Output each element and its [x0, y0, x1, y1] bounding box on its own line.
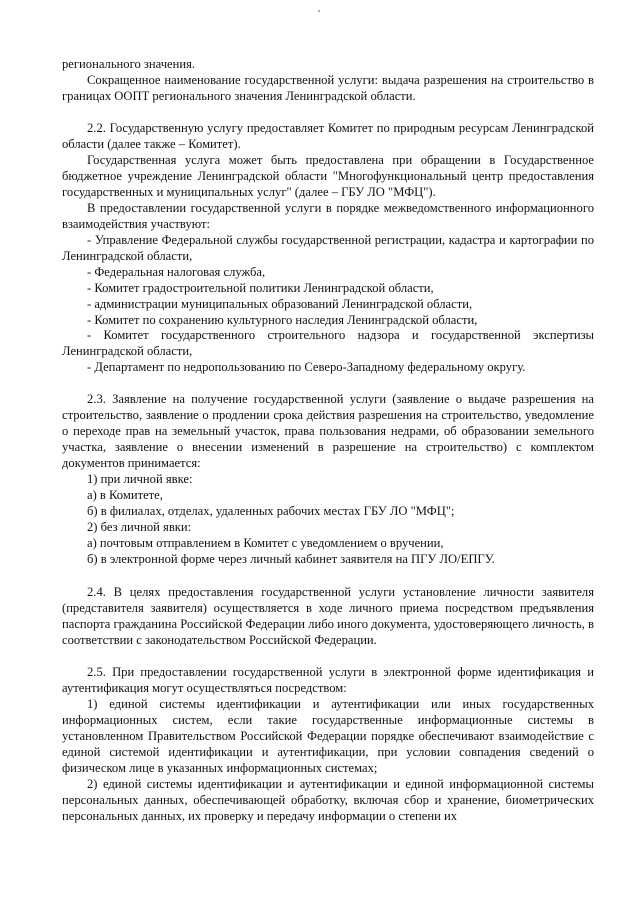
esia-paragraph: 1) единой системы идентификации и аутентификации или иных государственных информационных систем, если такие государственные информационные системы в установленном Правительством Российской Федерации порядке обеспечивают взаимодействие с единой системой идентификации и аутентификации, при условии совпадения сведений о физическом лице в указанных информационных системах;: [62, 697, 594, 775]
list-item: - Департамент по недропользованию по Северо-Западному федеральному округу.: [87, 360, 526, 375]
participants-list: [62, 233, 594, 376]
short-name-paragraph: Сокращенное наименование государственной услуги: выдача разрешения на строительство в границах ООПТ регионального значения Ленинградской области.: [62, 73, 594, 103]
list-item: - Управление Федеральной службы государственной регистрации, кадастра и картографии по Ленинградской области,: [62, 233, 594, 263]
continuation-line: регионального значения.: [62, 57, 196, 71]
list-item: а) в Комитете,: [87, 487, 163, 502]
section-2-4-paragraph: 2.4. В целях предоставления государственной услуги установление личности заявителя (представителя заявителя) осуществляется в ходе личного приема посредством предъявления паспорта гражданина Российской Федерации либо иного документа, удостоверяющего личность, в соответствии с законодательством Российской Федерации.: [62, 585, 594, 647]
submission-methods-list: [62, 472, 594, 567]
section-2-5-paragraph: 2.5. При предоставлении государственной услуги в электронной форме идентификация и аутентификация могут осуществляться посредством:: [62, 665, 594, 695]
biometrics-paragraph: 2) единой системы идентификации и аутентификации и единой информационной системы персональных данных, обеспечивающей обработку, включая сбор и хранение, биометрических персональных данных, их проверку и передачу информации о степени их: [62, 777, 594, 823]
list-item: 2) без личной явки:: [87, 519, 192, 534]
list-item: б) в электронной форме через личный кабинет заявителя на ПГУ ЛО/ЕПГУ.: [87, 551, 495, 566]
participants-intro: В предоставлении государственной услуги в порядке межведомственного информационного взаимодействия участвуют:: [62, 201, 594, 231]
list-item: - администрации муниципальных образований Ленинградской области,: [87, 296, 473, 311]
list-item: 1) при личной явке:: [87, 472, 193, 486]
mfc-paragraph: Государственная услуга может быть предоставлена при обращении в Государственное бюджетное учреждение Ленинградской области "Многофункциональный центр предоставления государственных и муниципальных услуг" (далее – ГБУ ЛО "МФЦ").: [62, 153, 594, 199]
list-item: - Федеральная налоговая служба,: [87, 264, 266, 279]
list-item: - Комитет государственного строительного надзора и государственной экспертизы Ленинградской области,: [62, 328, 594, 359]
section-2-2-paragraph: 2.2. Государственную услугу предоставляет Комитет по природным ресурсам Ленинградской области (далее также – Комитет).: [62, 121, 594, 151]
list-item: а) почтовым отправлением в Комитет с уведомлением о вручении,: [87, 535, 444, 550]
scan-speck: [318, 10, 320, 12]
list-item: - Комитет по сохранению культурного наследия Ленинградской области,: [87, 312, 478, 327]
list-item: - Комитет градостроительной политики Ленинградской области,: [87, 280, 434, 295]
section-2-3-paragraph: 2.3. Заявление на получение государственной услуги (заявление о выдаче разрешения на строительство, заявление о продлении срока действия разрешения на строительство, уведомление о переходе прав на земельный участок, права пользования недрами, об образовании земельного участка, заявление о внесении изменений в разрешение на строительство) с комплектом документов принимается:: [62, 392, 594, 470]
list-item: б) в филиалах, отделах, удаленных рабочих местах ГБУ ЛО "МФЦ";: [87, 503, 455, 518]
